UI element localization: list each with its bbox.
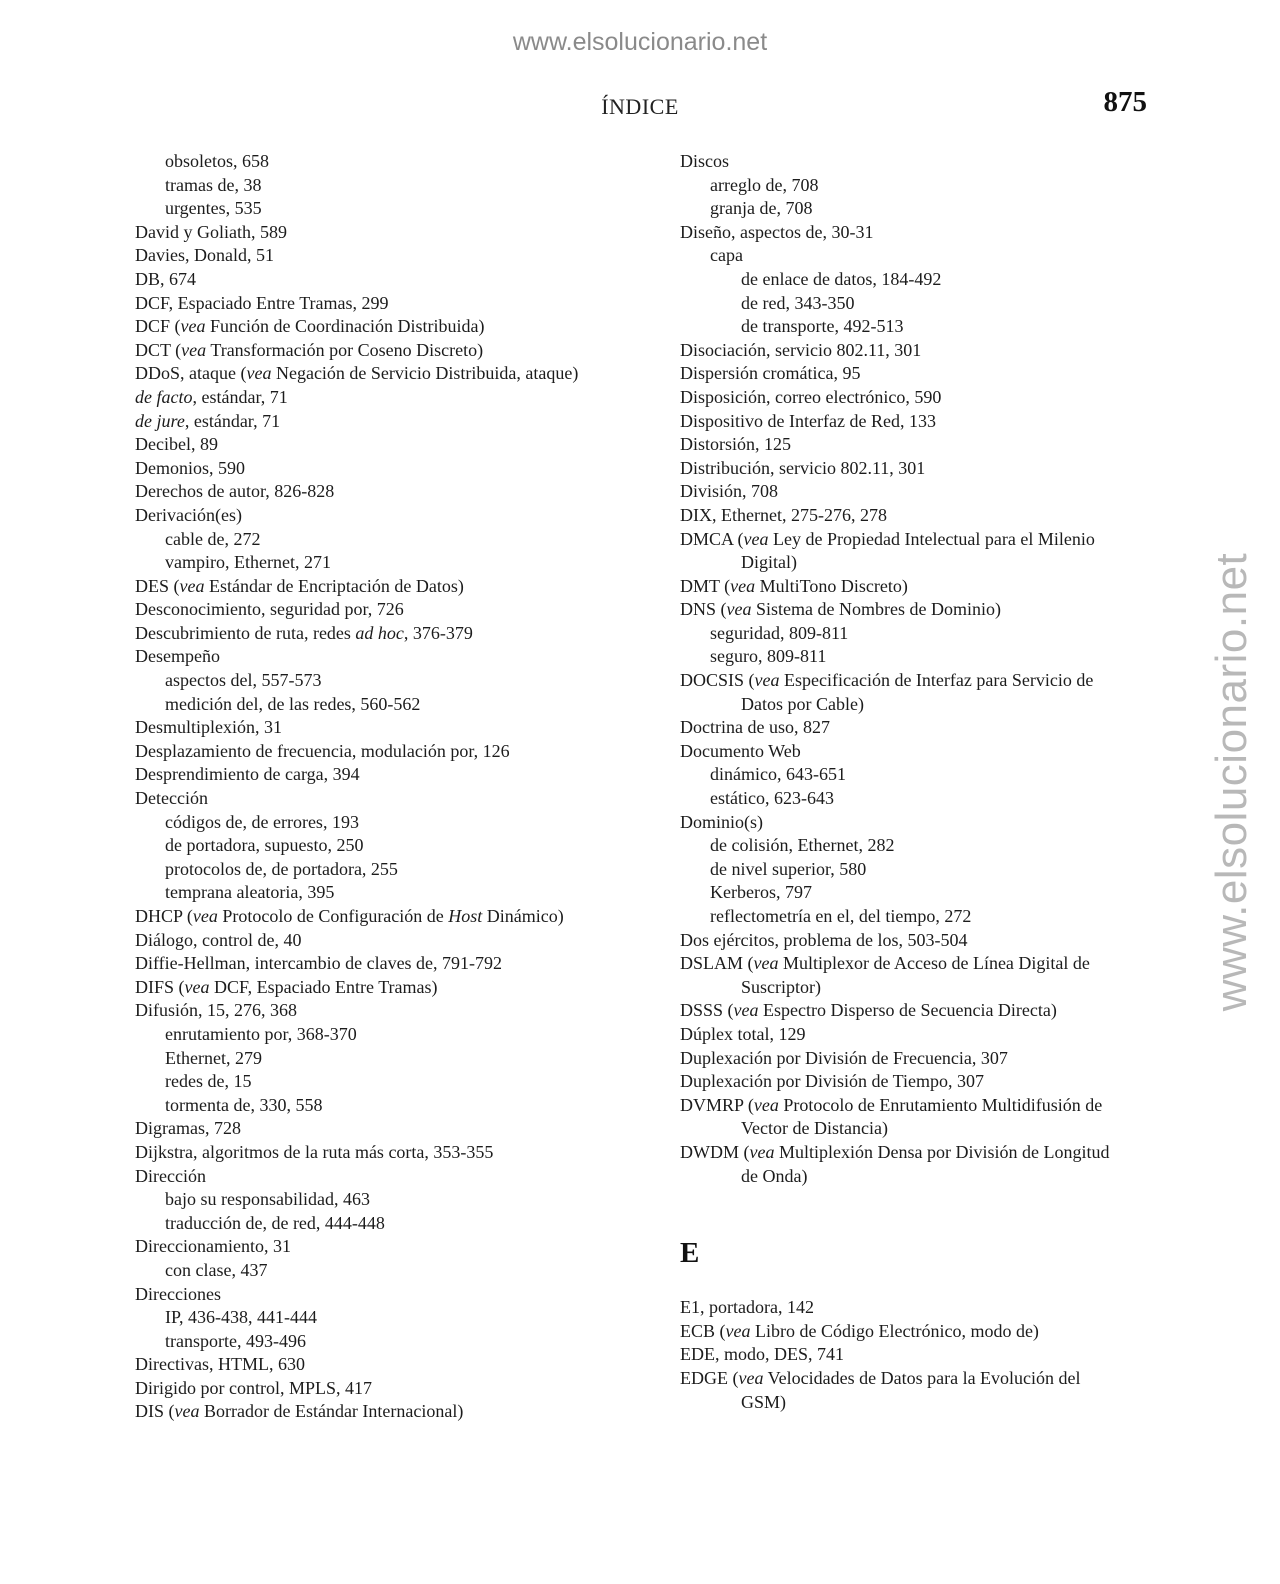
entry-text: DWDM ( [680,1141,750,1162]
index-entry [680,339,1150,363]
entry-text-italic: vea [754,670,780,691]
index-entry [135,504,635,528]
entry-text: Detección [135,788,208,809]
entry-text: Datos por Cable) [741,693,864,714]
page-number: 875 [1103,86,1147,118]
index-entry-continuation [680,1165,1150,1189]
entry-text-italic: ad hoc [355,622,404,643]
entry-text: Discos [680,151,729,171]
entry-text: Documento Web [680,740,801,761]
index-entry [680,504,1150,528]
entry-text: aspectos del, 557-573 [165,670,322,691]
entry-text: Difusión, 15, 276, 368 [135,1000,297,1021]
index-entry [680,315,1150,339]
entry-text: Duplexación por División de Frecuencia, 307 [680,1047,1008,1068]
entry-text: DIX, Ethernet, 275-276, 278 [680,504,887,525]
entry-text: obsoletos, 658 [165,151,270,171]
index-entry [135,716,635,740]
entry-text: DCT ( [135,339,182,360]
entry-text-italic: vea [753,1094,779,1115]
entry-text: tramas de, 38 [165,174,262,195]
entry-text: Multiplexión Densa por División de Longitud [774,1141,1110,1162]
index-entry [135,268,635,292]
entry-text: Doctrina de uso, 827 [680,717,830,738]
entry-text: Direcciones [135,1283,221,1304]
index-entry [680,999,1150,1023]
entry-text: granja de, 708 [710,198,813,219]
index-entry [680,1023,1150,1047]
entry-text: , estándar, 71 [192,386,288,407]
index-entry [135,221,635,245]
index-entry [680,433,1150,457]
entry-list-e [680,1296,1150,1414]
entry-text: EDGE ( [680,1367,739,1388]
entry-text: de colisión, Ethernet, 282 [710,835,895,856]
entry-text: Duplexación por División de Tiempo, 307 [680,1071,984,1092]
index-entry [135,1353,635,1377]
index-entry [135,1330,635,1354]
index-entry [680,1094,1150,1118]
entry-text: de Onda) [741,1165,808,1186]
entry-text: Diseño, aspectos de, 30-31 [680,221,874,242]
index-entry [135,645,635,669]
index-entry [135,410,635,434]
entry-text: Dominio(s) [680,811,763,832]
section-letter-e: E [680,1237,700,1270]
entry-text: DMCA ( [680,528,744,549]
entry-text: Davies, Donald, 51 [135,245,274,266]
entry-text: Distribución, servicio 802.11, 301 [680,457,926,478]
index-entry [135,1165,635,1189]
index-entry [680,244,1150,268]
index-entry [135,292,635,316]
entry-text: Dos ejércitos, problema de los, 503-504 [680,929,968,950]
index-entry [680,1320,1150,1344]
entry-text: tormenta de, 330, 558 [165,1094,323,1115]
index-entry [135,150,635,174]
index-entry-continuation [680,1391,1150,1415]
index-entry [135,1070,635,1094]
entry-text: vampiro, Ethernet, 271 [165,552,331,573]
index-entry [135,551,635,575]
index-entry [135,1259,635,1283]
entry-text: DHCP ( [135,906,193,926]
entry-text: Direccionamiento, 31 [135,1236,291,1257]
index-entry [135,905,635,929]
entry-text: Dinámico) [482,906,564,926]
index-entry-continuation [680,551,1150,575]
entry-text: Desempeño [135,646,220,667]
index-entry [135,433,635,457]
entry-text: Dirección [135,1165,206,1186]
index-entry [680,622,1150,646]
index-entry [680,834,1150,858]
index-entry [680,457,1150,481]
index-entry [135,1047,635,1071]
index-entry [680,221,1150,245]
entry-text-italic: vea [725,1320,751,1341]
index-entry [135,457,635,481]
entry-text: DES ( [135,575,180,596]
index-entry [680,763,1150,787]
entry-text-italic: vea [184,976,210,997]
entry-text: Borrador de Estándar Internacional) [199,1401,464,1422]
entry-text: David y Goliath, 589 [135,221,287,242]
index-entry [680,174,1150,198]
index-entry [680,811,1150,835]
entry-text: Disociación, servicio 802.11, 301 [680,339,922,360]
index-entry [680,1296,1150,1320]
index-entry [680,197,1150,221]
index-entry [135,315,635,339]
index-entry [135,480,635,504]
index-entry [680,645,1150,669]
entry-text: enrutamiento por, 368-370 [165,1023,357,1044]
index-entry [680,480,1150,504]
entry-text: DDoS, ataque ( [135,363,247,384]
index-entry [135,952,635,976]
entry-text: Especificación de Interfaz para Servicio de [779,670,1094,691]
entry-text: , estándar, 71 [184,410,281,431]
entry-text: DMT ( [680,575,731,596]
index-entry [680,787,1150,811]
entry-text: arreglo de, 708 [710,174,819,195]
index-entry [135,1400,635,1424]
entry-text: Decibel, 89 [135,434,218,455]
entry-text: Dispersión cromática, 95 [680,363,861,384]
entry-text: Demonios, 590 [135,457,245,478]
entry-text: EDE, modo, DES, 741 [680,1344,844,1365]
index-entry [680,740,1150,764]
entry-text: Sistema de Nombres de Dominio) [751,599,1001,620]
index-entry-continuation [680,1117,1150,1141]
index-entry [135,1141,635,1165]
index-entry [680,575,1150,599]
index-column-left [135,150,635,1424]
index-entry [680,528,1150,552]
entry-text: de nivel superior, 580 [710,858,867,879]
entry-text-italic: vea [180,316,206,337]
entry-text: Desmultiplexión, 31 [135,717,282,738]
entry-text: de transporte, 492-513 [741,316,904,337]
index-entry [680,905,1150,929]
index-entry [680,1343,1150,1367]
entry-text: Digital) [741,552,797,573]
entry-text: Negación de Servicio Distribuida, ataque) [271,363,579,384]
index-entry [135,1283,635,1307]
index-entry [135,1306,635,1330]
entry-text: Estándar de Encriptación de Datos) [204,575,464,596]
index-entry [135,763,635,787]
entry-text: seguridad, 809-811 [710,622,849,643]
index-entry [680,598,1150,622]
entry-text: dinámico, 643-651 [710,764,846,785]
entry-text-italic: vea [743,528,769,549]
entry-text-italic: vea [726,599,752,620]
entry-text: DCF ( [135,316,181,337]
entry-list-left [135,150,635,1424]
entry-text: protocolos de, de portadora, 255 [165,858,398,879]
index-entry [135,362,635,386]
index-entry-continuation [680,976,1150,1000]
entry-text: Velocidades de Datos para la Evolución del [763,1367,1081,1388]
entry-text: DB, 674 [135,268,197,289]
entry-text: IP, 436-438, 441-444 [165,1307,317,1328]
entry-text-italic: Host [448,906,483,926]
entry-text: Diálogo, control de, 40 [135,929,302,950]
index-entry [135,669,635,693]
index-entry [135,976,635,1000]
index-entry [135,1188,635,1212]
index-entry [680,929,1150,953]
entry-text: Dispositivo de Interfaz de Red, 133 [680,410,936,431]
index-entry [680,410,1150,434]
entry-text: Disposición, correo electrónico, 590 [680,386,942,407]
index-entry [135,1023,635,1047]
entry-text: Derivación(es) [135,504,242,525]
entry-text-italic: de facto [135,386,193,407]
entry-text: Transformación por Coseno Discreto) [206,339,484,360]
entry-text-italic: vea [246,363,272,384]
entry-text: Dúplex total, 129 [680,1023,806,1044]
index-entry [680,858,1150,882]
index-entry-continuation [680,693,1150,717]
running-head: ÍNDICE [601,94,679,119]
entry-text: estático, 623-643 [710,788,834,809]
entry-text: transporte, 493-496 [165,1330,306,1351]
index-entry [680,716,1150,740]
watermark-side: www.elsolucionario.net [1207,552,1256,1012]
entry-text: DNS ( [680,599,727,620]
entry-text: de enlace de datos, 184-492 [741,268,942,289]
entry-text: ECB ( [680,1320,726,1341]
entry-text: DCF, Espaciado Entre Tramas) [209,976,438,997]
entry-text-italic: vea [753,953,779,974]
entry-text-italic: vea [192,906,218,926]
entry-text: capa [710,245,743,266]
entry-text: DIFS ( [135,976,185,997]
index-column-right [680,150,1150,1414]
index-entry [135,811,635,835]
entry-list-right [680,150,1150,1188]
index-entry [680,1141,1150,1165]
index-entry [135,999,635,1023]
index-entry [135,197,635,221]
entry-text: DSSS ( [680,1000,734,1021]
entry-text: de portadora, supuesto, 250 [165,835,364,856]
entry-text: Protocolo de Configuración de [217,906,449,926]
index-entry [135,598,635,622]
entry-text: Descubrimiento de ruta, redes [135,622,356,643]
entry-text: redes de, 15 [165,1071,252,1092]
entry-text: Desconocimiento, seguridad por, 726 [135,599,404,620]
entry-text: cable de, 272 [165,528,261,549]
entry-text: GSM) [741,1391,787,1412]
index-entry [680,952,1150,976]
entry-text: DCF, Espaciado Entre Tramas, 299 [135,292,389,313]
entry-text: reflectometría en el, del tiempo, 272 [710,906,972,926]
index-entry [135,1235,635,1259]
entry-text: Desplazamiento de frecuencia, modulación por, 126 [135,740,510,761]
index-entry [135,929,635,953]
index-entry [135,1117,635,1141]
entry-text-italic: vea [733,1000,759,1021]
entry-text: bajo su responsabilidad, 463 [165,1189,370,1210]
entry-text-italic: vea [174,1401,200,1422]
entry-text: Función de Coordinación Distribuida) [205,316,485,337]
entry-text: Desprendimiento de carga, 394 [135,764,360,785]
index-entry [135,174,635,198]
entry-text: Dijkstra, algoritmos de la ruta más corta, 353-355 [135,1141,494,1162]
entry-text: E1, portadora, 142 [680,1297,814,1318]
entry-text: DSLAM ( [680,953,754,974]
entry-text-italic: vea [749,1141,775,1162]
entry-text: con clase, 437 [165,1259,268,1280]
entry-text-italic: vea [179,575,205,596]
index-entry [680,362,1150,386]
entry-text: Derechos de autor, 826-828 [135,481,335,502]
index-entry [135,528,635,552]
entry-text: temprana aleatoria, 395 [165,882,335,903]
index-entry [135,386,635,410]
index-entry [135,881,635,905]
watermark-top: www.elsolucionario.net [512,28,768,56]
entry-text-italic: de jure [135,410,185,431]
index-entry [135,1094,635,1118]
index-entry [680,292,1150,316]
entry-text: Multiplexor de Acceso de Línea Digital de [778,953,1090,974]
entry-text-italic: vea [181,339,207,360]
entry-text: seguro, 809-811 [710,646,827,667]
index-entry [135,622,635,646]
index-entry [680,386,1150,410]
index-entry [135,339,635,363]
entry-text: DVMRP ( [680,1094,754,1115]
index-entry [135,834,635,858]
entry-text: Suscriptor) [741,976,821,997]
index-entry [680,669,1150,693]
entry-text: , 376-379 [403,622,473,643]
index-entry [680,881,1150,905]
index-entry [135,858,635,882]
entry-text: Kerberos, 797 [710,882,812,903]
index-entry [135,787,635,811]
entry-text: Diffie-Hellman, intercambio de claves de, 791-792 [135,953,503,974]
entry-text: Espectro Disperso de Secuencia Directa) [758,1000,1057,1021]
entry-text: Vector de Distancia) [741,1118,888,1139]
entry-text: Libro de Código Electrónico, modo de) [750,1320,1039,1341]
index-entry [680,1070,1150,1094]
index-entry [135,1377,635,1401]
entry-text-italic: vea [730,575,756,596]
entry-text-italic: vea [738,1367,764,1388]
entry-text: medición del, de las redes, 560-562 [165,693,421,714]
entry-text: Protocolo de Enrutamiento Multidifusión de [778,1094,1103,1115]
entry-text: de red, 343-350 [741,292,855,313]
index-entry [135,575,635,599]
entry-text: Ley de Propiedad Intelectual para el Milenio [768,528,1095,549]
entry-text: DOCSIS ( [680,670,755,691]
entry-text: Ethernet, 279 [165,1047,262,1068]
index-entry [680,1367,1150,1391]
entry-text: DIS ( [135,1401,175,1422]
entry-text: Directivas, HTML, 630 [135,1354,305,1375]
index-entry [680,1047,1150,1071]
entry-text: Dirigido por control, MPLS, 417 [135,1377,372,1398]
index-entry [135,244,635,268]
entry-text: códigos de, de errores, 193 [165,811,359,832]
index-entry [135,693,635,717]
index-entry [135,740,635,764]
entry-text: Digramas, 728 [135,1118,241,1139]
entry-text: Distorsión, 125 [680,434,792,455]
index-entry [680,150,1150,174]
entry-text: División, 708 [680,481,779,502]
index-entry [680,268,1150,292]
entry-text: urgentes, 535 [165,198,262,219]
index-entry [135,1212,635,1236]
entry-text: MultiTono Discreto) [755,575,908,596]
entry-text: traducción de, de red, 444-448 [165,1212,385,1233]
